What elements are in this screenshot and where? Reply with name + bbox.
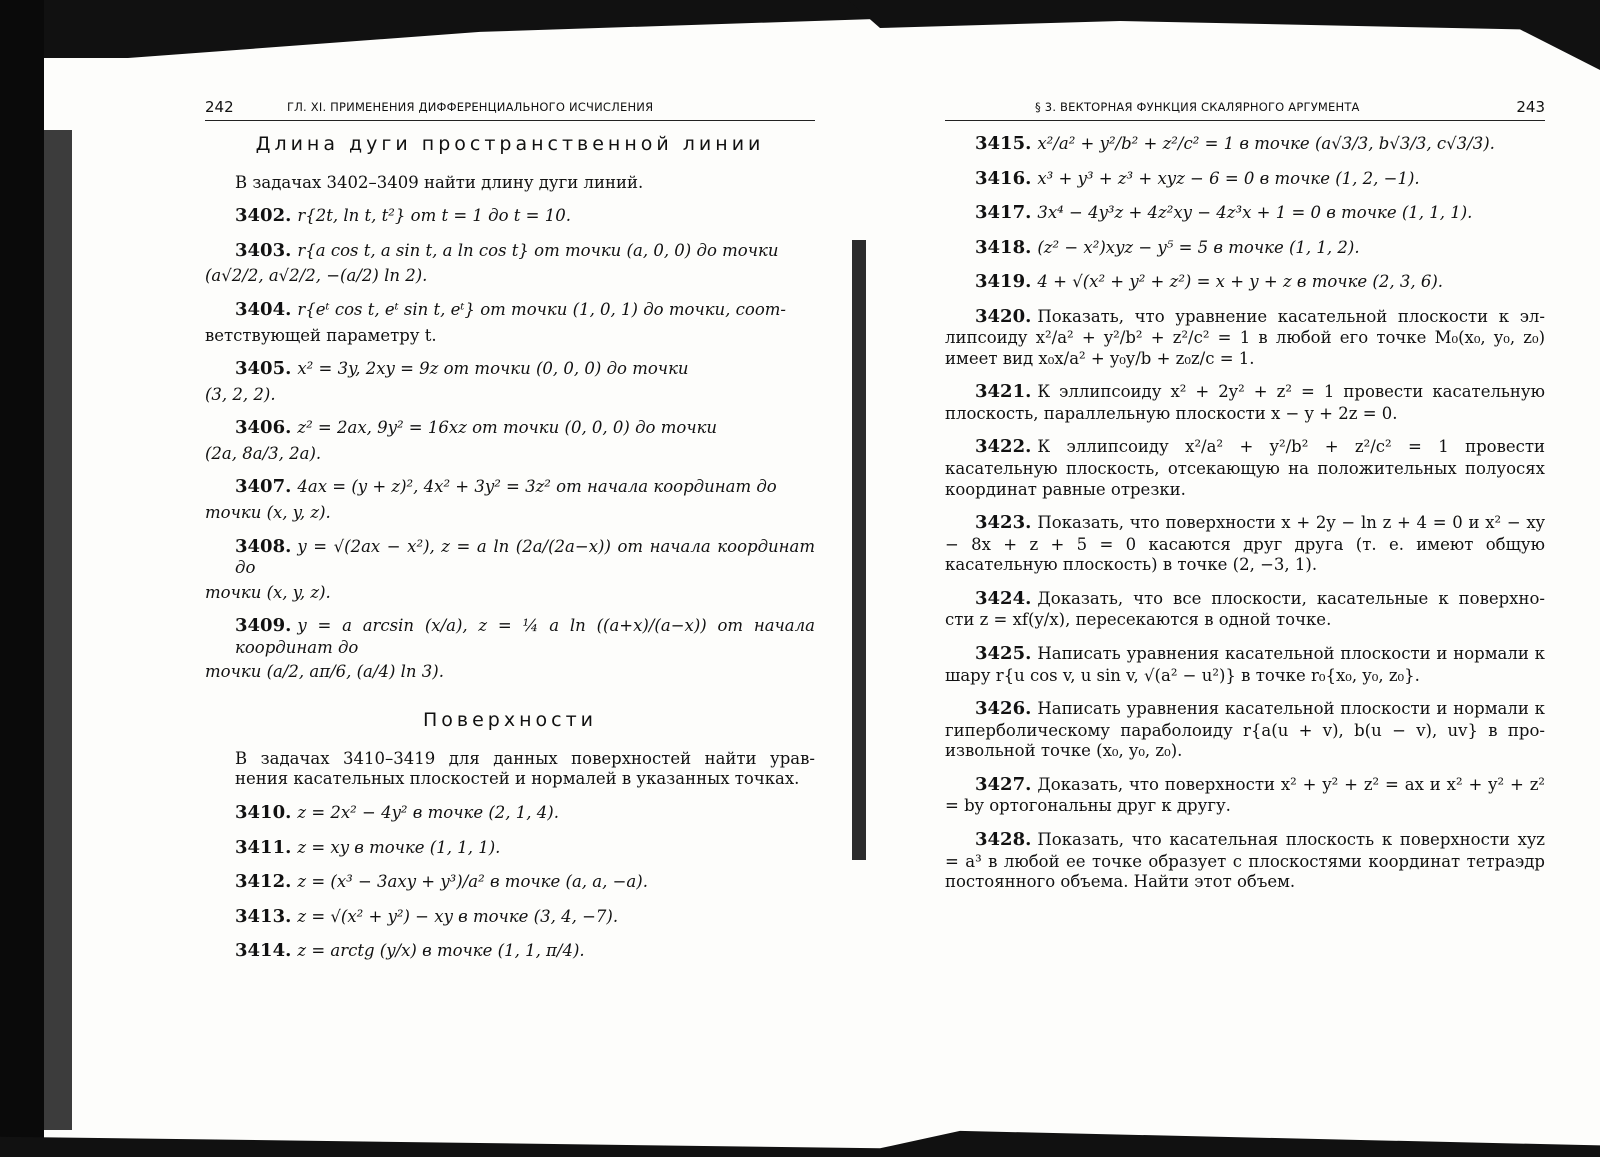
problem-item: 3414. z = arctg (y/x) в точке (1, 1, π/4). — [235, 940, 585, 961]
problem-continuation: точки (x, y, z). — [205, 502, 331, 522]
problem-continuation: ветствующей параметру t. — [205, 325, 437, 345]
problem-item: 3417. 3x⁴ − 4y³z + 4z²xy − 4z³x + 1 = 0 в точке (1, 1, 1). — [975, 202, 1473, 223]
problem-list-arc-length — [205, 205, 815, 683]
problem-item: 3420. Показать, что уравнение касательной плоскости к эл- липсоиду x²/a² + y²/b² + z²/c² = 1 в любой его точке M₀(x₀, y₀, z₀) имеет вид x₀x/a² + y₀y/b + z₀z/c = 1. — [945, 305, 1545, 368]
problem-item: 3426. Написать уравнения касательной плоскости и нормали к гиперболическому параболоиду r{a(u + v), b(u − v), uv} в про- извольной точке (x₀, y₀, z₀). — [945, 698, 1545, 761]
problem-item: 3408. y = √(2ax − x²), z = a ln (2a/(2a−x)) от начала координат до — [235, 535, 815, 577]
problem-item: 3411. z = xy в точке (1, 1, 1). — [235, 836, 501, 858]
problem-item: 3422. К эллипсоиду x²/a² + y²/b² + z²/c² = 1 провести касательную плоскость, отсекающую на положительных полуосях координат равные отрезки. — [945, 436, 1545, 499]
problem-continuation: (2a, 8a/3, 2a). — [205, 443, 322, 463]
problem-item: 3428. Показать, что касательная плоскость к поверхности xyz = a³ в любой ее точке образует с плоскостями координат тетраэдр постоянного объема. Найти этот объем. — [945, 829, 1545, 892]
problem-item: 3418. (z² − x²)xyz − y⁵ = 5 в точке (1, 1, 2). — [975, 236, 1360, 258]
problem-item: 3402. r{2t, ln t, t²} от t = 1 до t = 10. — [235, 205, 571, 227]
page-number: 242 — [205, 98, 234, 116]
problem-continuation: (3, 2, 2). — [205, 384, 276, 404]
problem-list-surfaces — [205, 802, 815, 963]
problem-list-right — [945, 133, 1545, 893]
problem-item: 3405. x² = 3y, 2xy = 9z от точки (0, 0, 0) до точки — [235, 358, 689, 380]
section-title-arc-length: Длина дуги пространственной линии — [255, 133, 765, 155]
page-number: 243 — [1516, 98, 1545, 116]
right-page — [945, 96, 1545, 905]
problem-item: 3419. 4 + √(x² + y² + z²) = x + y + z в точке (2, 3, 6). — [975, 271, 1444, 292]
scan-shadow-left — [44, 130, 72, 1130]
problem-item: 3424. Доказать, что все плоскости, касательные к поверхно- сти z = xf(y/x), пересекаются в одной точке. — [945, 587, 1545, 630]
book-spine-shadow — [852, 240, 866, 860]
problem-continuation: точки (x, y, z). — [205, 582, 331, 602]
problem-item: 3407. 4ax = (y + z)², 4x² + 3y² = 3z² от начала координат до — [235, 476, 777, 498]
problem-item: 3423. Показать, что поверхности x + 2y − ln z + 4 = 0 и x² − xy − 8x + z + 5 = 0 касаются друг друга (т. е. имеют общую касательную плоскость) в точке (2, −3, 1). — [945, 512, 1545, 575]
problem-item: 3425. Написать уравнения касательной плоскости и нормали к шару r{u cos v, u sin v, √(a² − u²)} в точке r₀{x₀, y₀, z₀}. — [945, 643, 1545, 685]
problem-item: 3427. Доказать, что поверхности x² + y² + z² = ax и x² + y² + z² = by ортогональны друг к другу. — [945, 773, 1545, 816]
right-page-header — [945, 96, 1545, 121]
intro-paragraph: В задачах 3410–3419 для данных поверхностей найти урав- нения касательных плоскостей и нормалей в указанных точках. — [235, 748, 815, 789]
problem-item: 3410. z = 2x² − 4y² в точке (2, 1, 4). — [235, 802, 559, 823]
scan-edge-left — [0, 0, 44, 1157]
problem-item: 3421. К эллипсоиду x² + 2y² + z² = 1 провести касательную плоскость, параллельную плоскости x − y + 2z = 0. — [945, 381, 1545, 423]
problem-item: 3404. r{eᵗ cos t, eᵗ sin t, eᵗ} от точки (1, 0, 1) до точки, соот- — [235, 299, 787, 320]
problem-item: 3403. r{a cos t, a sin t, a ln cos t} от точки (a, 0, 0) до точки — [235, 239, 779, 261]
problem-item: 3406. z² = 2ax, 9y² = 16xz от точки (0, 0, 0) до точки — [235, 417, 718, 439]
problem-item: 3412. z = (x³ − 3axy + y³)/a² в точке (a, a, −a). — [235, 871, 648, 892]
problem-item: 3416. x³ + y³ + z³ + xyz − 6 = 0 в точке (1, 2, −1). — [975, 167, 1420, 189]
problem-item: 3413. z = √(x² + y²) − xy в точке (3, 4, −7). — [235, 905, 619, 927]
problem-item: 3409. y = a arcsin (x/a), z = ¼ a ln ((a+x)/(a−x)) от начала координат до — [235, 615, 815, 657]
left-page-header — [205, 96, 815, 121]
problem-continuation: (a√2/2, a√2/2, −(a/2) ln 2). — [205, 266, 428, 286]
running-head: § 3. ВЕКТОРНАЯ ФУНКЦИЯ СКАЛЯРНОГО АРГУМЕНТА — [1035, 100, 1360, 114]
problem-continuation: точки (a/2, aπ/6, (a/4) ln 3). — [205, 662, 444, 682]
running-head: ГЛ. XI. ПРИМЕНЕНИЯ ДИФФЕРЕНЦИАЛЬНОГО ИСЧИСЛЕНИЯ — [287, 100, 654, 114]
problem-item: 3415. x²/a² + y²/b² + z²/c² = 1 в точке (a√3/3, b√3/3, c√3/3). — [975, 133, 1495, 154]
section-title-surfaces: Поверхности — [422, 709, 597, 731]
intro-paragraph: В задачах 3402–3409 найти длину дуги линий. — [235, 172, 644, 192]
left-page — [205, 96, 815, 975]
scan-edge-bottom — [0, 1128, 1600, 1157]
